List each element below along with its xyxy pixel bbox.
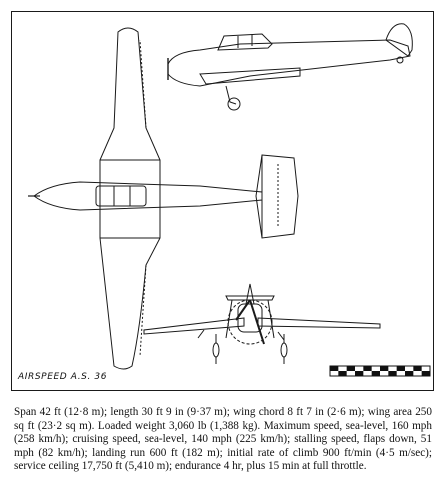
scale-bar-segment bbox=[422, 371, 430, 376]
scale-bar-segment bbox=[355, 371, 363, 376]
specifications-caption: Span 42 ft (12·8 m); length 30 ft 9 in (9·37 m); wing chord 8 ft 7 in (2·6 m); wing area 250 sq ft (23·2 sq m). Loaded weight 3,060 lb (1,388 kg). Maximum speed, sea-level, 160 mph (258 km/h); cruising speed, sea-level, 140 mph (225 km/h); stalling speed, flaps down, 51 mph (82 km/h); landing run 600 ft (182 m); initial rate of climb 900 ft/min (4·5 m/sec); service ceiling 17,750 ft (5,410 m); endurance 4 hr, plus 15 min at full throttle. bbox=[14, 406, 432, 473]
side-fuselage bbox=[168, 40, 410, 86]
side-undercarriage bbox=[226, 86, 236, 104]
scale-bar-segment bbox=[330, 366, 338, 371]
scale-bar-segment bbox=[397, 366, 405, 371]
plan-fuselage bbox=[34, 182, 262, 210]
front-wing-right bbox=[258, 318, 380, 328]
scale-bar-segment bbox=[388, 371, 396, 376]
scale-bar-segment bbox=[338, 371, 346, 376]
scale-bar-segment bbox=[413, 366, 421, 371]
side-canopy bbox=[218, 34, 272, 50]
scale-bar-segment bbox=[405, 371, 413, 376]
front-propeller-disc bbox=[228, 300, 272, 344]
scale-bar-segment bbox=[380, 366, 388, 371]
scale-bar-segment bbox=[372, 371, 380, 376]
drawing-title: AIRSPEED A.S. 36 bbox=[18, 372, 108, 382]
front-tailplane bbox=[226, 296, 274, 300]
scale-bar-segment bbox=[347, 366, 355, 371]
front-wheel-right bbox=[281, 343, 287, 357]
plan-cockpit bbox=[96, 186, 146, 206]
scale-bar-segment bbox=[363, 366, 371, 371]
scale-bar bbox=[330, 366, 430, 376]
front-wheel-left bbox=[213, 343, 219, 357]
